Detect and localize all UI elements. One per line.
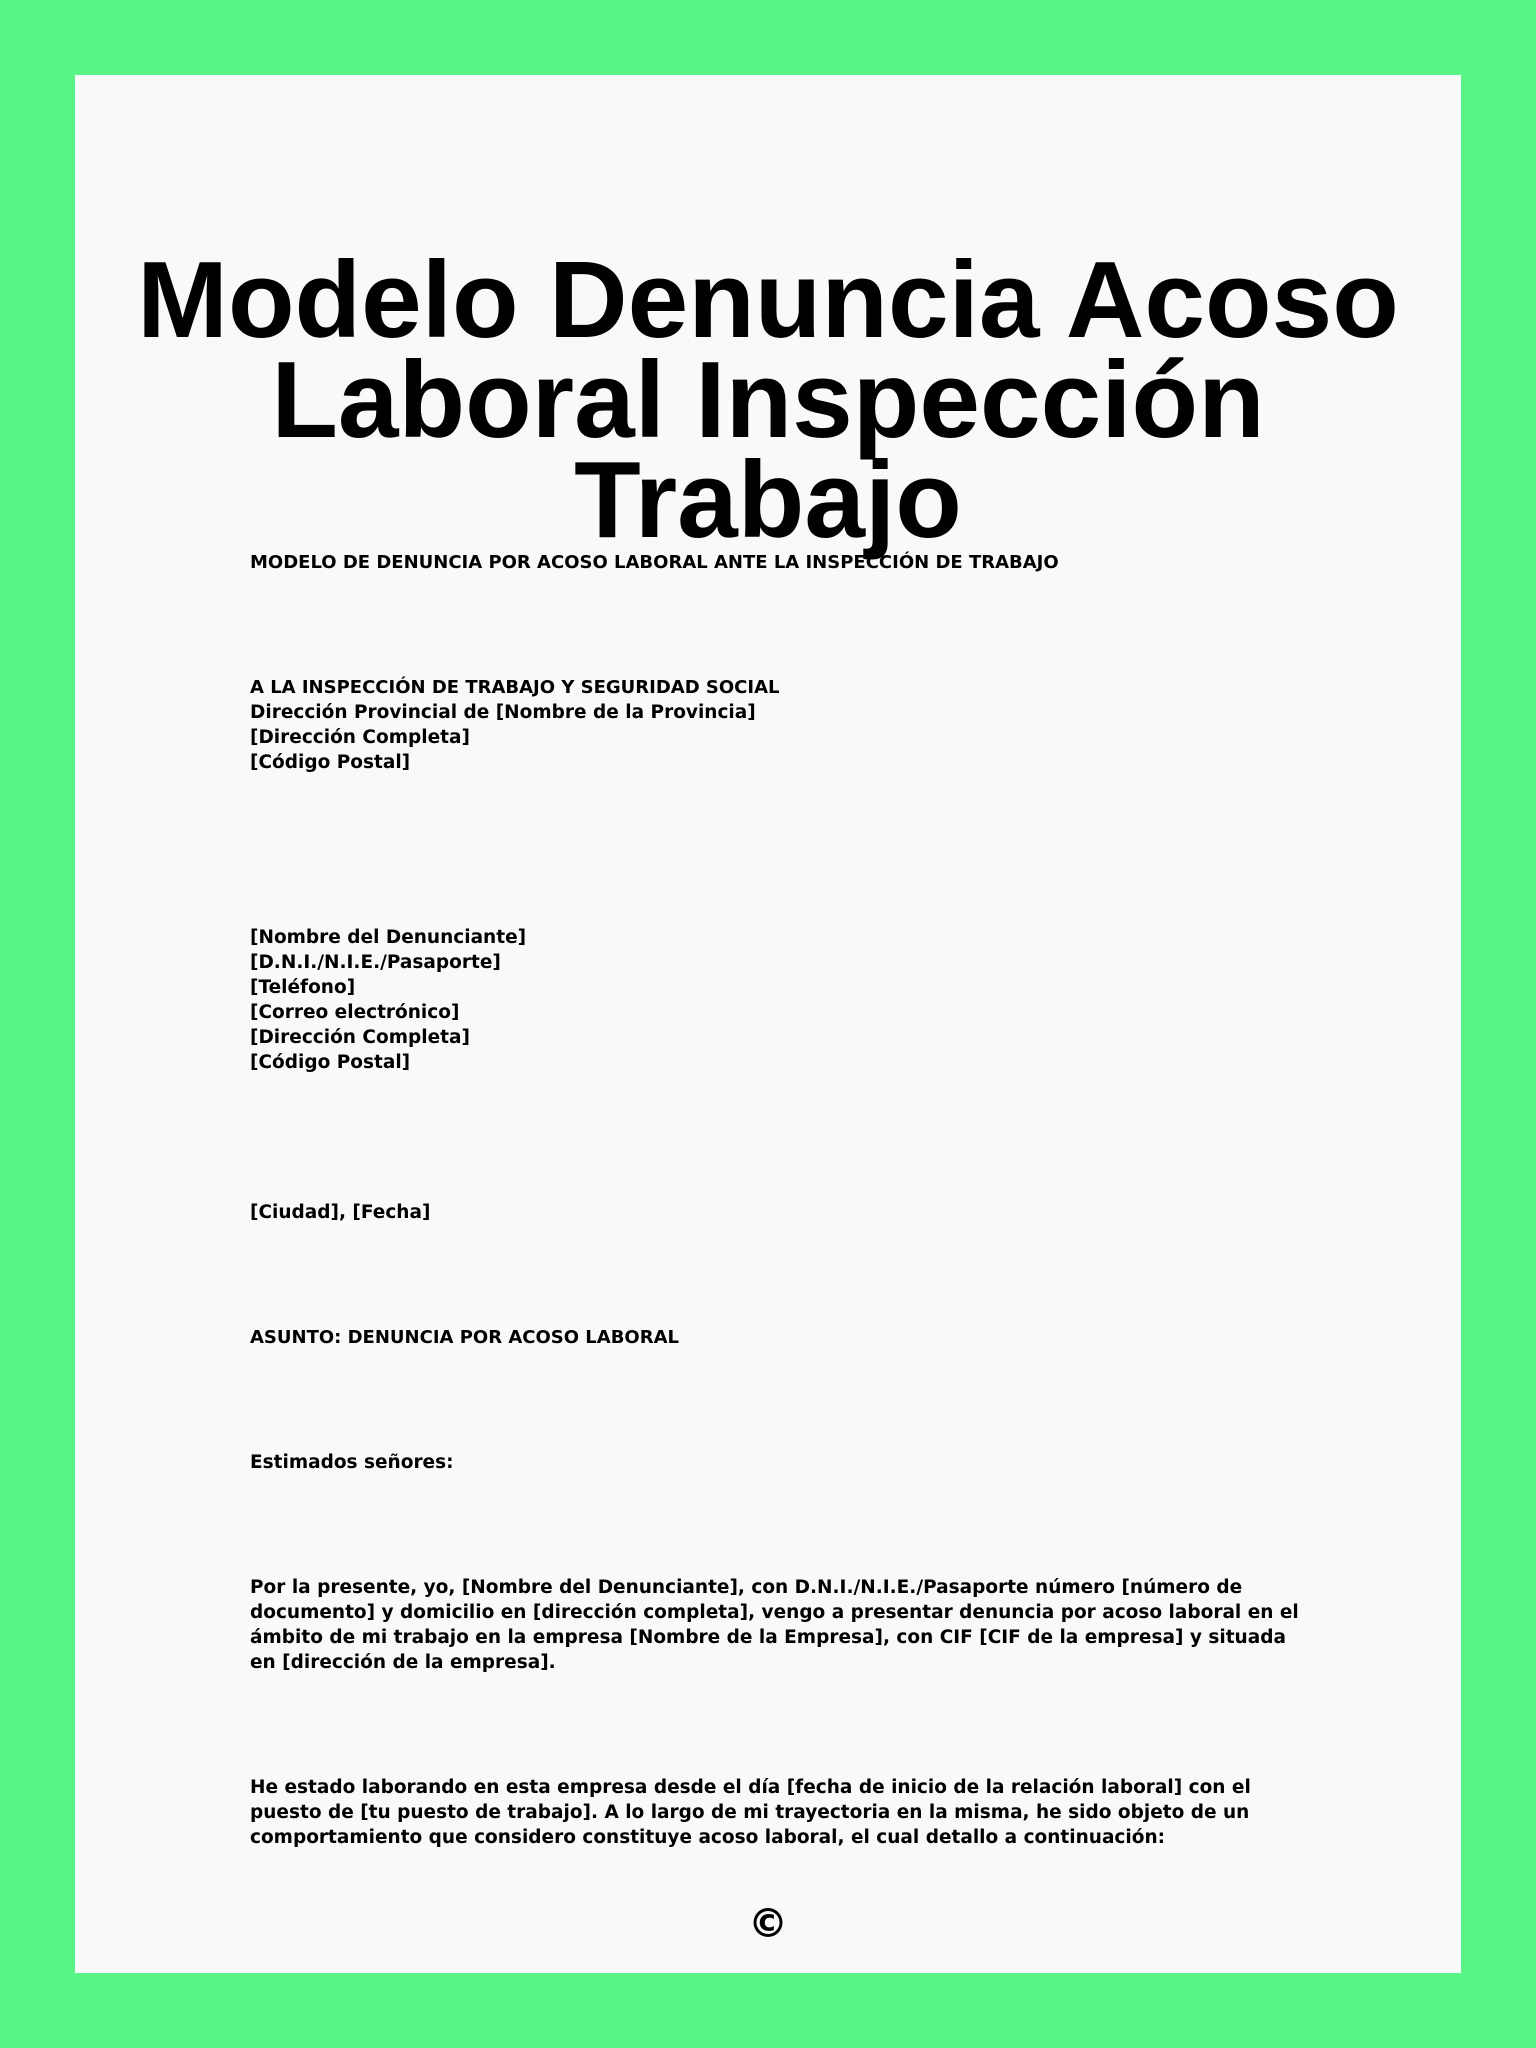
document-title [75,239,1461,561]
copyright-icon: © [748,1901,788,1947]
sender-block [250,925,1310,1075]
document-page [75,75,1461,1973]
place-date: [Ciudad], [Fecha] [250,1202,431,1223]
recipient-block [250,675,1310,775]
recipient-line-2: Dirección Provincial de [Nombre de la Provincia] [250,702,756,723]
recipient-line-3: [Dirección Completa] [250,727,470,748]
document-heading: MODELO DE DENUNCIA POR ACOSO LABORAL ANTE LA INSPECCIÓN DE TRABAJO [250,552,1059,573]
sender-id: [D.N.I./N.I.E./Pasaporte] [250,952,501,973]
sender-address: [Dirección Completa] [250,1027,470,1048]
paragraph-2: He estado laborando en esta empresa desde el día [fecha de inicio de la relación laboral] con el puesto de [tu puesto de trabajo]. A lo largo de mi trayectoria en la misma, he sido objeto de un comportamiento que considero constituye acoso laboral, el cual detallo a continuación: [250,1777,1251,1848]
recipient-line-1: A LA INSPECCIÓN DE TRABAJO Y SEGURIDAD SOCIAL [250,677,780,698]
sender-postal-code: [Código Postal] [250,1052,411,1073]
greeting: Estimados señores: [250,1452,454,1473]
sender-email: [Correo electrónico] [250,1002,460,1023]
subject-line: ASUNTO: DENUNCIA POR ACOSO LABORAL [250,1327,679,1348]
recipient-line-4: [Código Postal] [250,752,411,773]
paragraph-1: Por la presente, yo, [Nombre del Denunciante], con D.N.I./N.I.E./Pasaporte número [número de documento] y domicilio en [dirección completa], vengo a presentar denuncia por acoso laboral en el ámbito de mi trabajo en la empresa [Nombre de la Empresa], con CIF [CIF de la empresa] y situada en [dirección de la empresa]. [250,1577,1299,1673]
sender-phone: [Teléfono] [250,977,356,998]
title-line-1: Modelo Denuncia Acoso [137,239,1399,361]
sender-name: [Nombre del Denunciante] [250,927,527,948]
title-line-2: Laboral Inspección Trabajo [271,339,1265,561]
